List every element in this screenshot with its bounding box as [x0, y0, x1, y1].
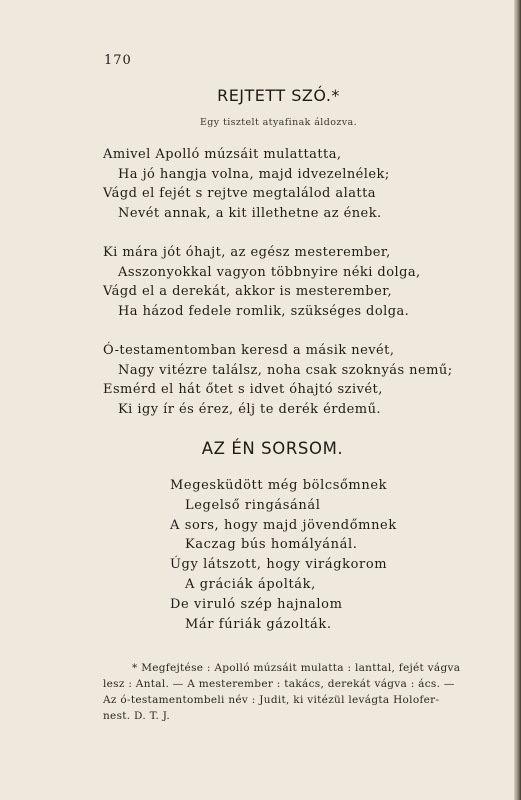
verse-line: Ha jó hangja volna, majd idvezelnélek; — [118, 166, 390, 182]
stanza-2 — [103, 243, 421, 321]
stanza-sorsom — [170, 476, 397, 634]
verse-line: Asszonyokkal vagyon többnyire néki dolga, — [118, 264, 421, 280]
page-number: 170 — [104, 53, 132, 68]
verse-line: Vágd el fejét s rejtve megtalálod alatta — [103, 186, 376, 201]
verse-line: Már fúriák gázolták. — [185, 616, 332, 632]
verse-line: A gráciák ápolták, — [185, 576, 316, 592]
verse-line: Nevét annak, a kit illethetne az ének. — [118, 205, 382, 221]
verse-line: Ki igy ír és érez, élj te derék érdemű. — [118, 401, 381, 417]
poem-title-rejtett-szo: REJTETT SZÓ.* — [217, 86, 340, 105]
verse-line: Kaczag bús homályánál. — [185, 537, 358, 553]
verse-line: Ki mára jót óhajt, az egész mesterember, — [103, 245, 391, 260]
stanza-1 — [103, 145, 390, 223]
verse-line: A sors, hogy majd jövendőmnek — [170, 517, 397, 533]
verse-line: Nagy vitézre találsz, noha csak szoknyás nemű; — [118, 362, 453, 378]
verse-line: Amivel Apolló múzsáit mulattatta, — [103, 147, 342, 162]
verse-line: Esmérd el hát őtet s idvet óhajtó szivét, — [103, 382, 383, 397]
verse-line: Legelső ringásánál — [185, 497, 321, 513]
verse-line: Vágd el a derekát, akkor is mesterember, — [103, 284, 393, 299]
verse-line: Megesküdött még bölcsőmnek — [170, 478, 388, 493]
footnote — [103, 660, 461, 724]
footnote-line: Az ó-testamentombeli név : Judit, ki vitézül levágta Holofer- — [103, 694, 440, 706]
verse-line: Úgy látszott, hogy virágkorom — [170, 557, 388, 573]
footnote-line: * Megfejtése : Apolló múzsáit mulatta : lanttal, fejét vágva — [132, 662, 461, 674]
poem-dedication: Egy tisztelt atyafinak áldozva. — [199, 117, 358, 128]
footnote-line: nest. D. T. J. — [103, 710, 171, 722]
verse-line: Ó-testamentomban keresd a másik nevét, — [103, 343, 395, 358]
poem-title-az-en-sorsom: AZ ÉN SORSOM. — [201, 439, 344, 458]
verse-line: Ha házod fedele romlik, szükséges dolga. — [118, 303, 410, 319]
stanza-3 — [103, 341, 453, 419]
footnote-line: lesz : Antal. — A mesterember : takács, derekát vágva : ács. — — [103, 678, 455, 690]
verse-line: De viruló szép hajnalom — [170, 596, 343, 612]
